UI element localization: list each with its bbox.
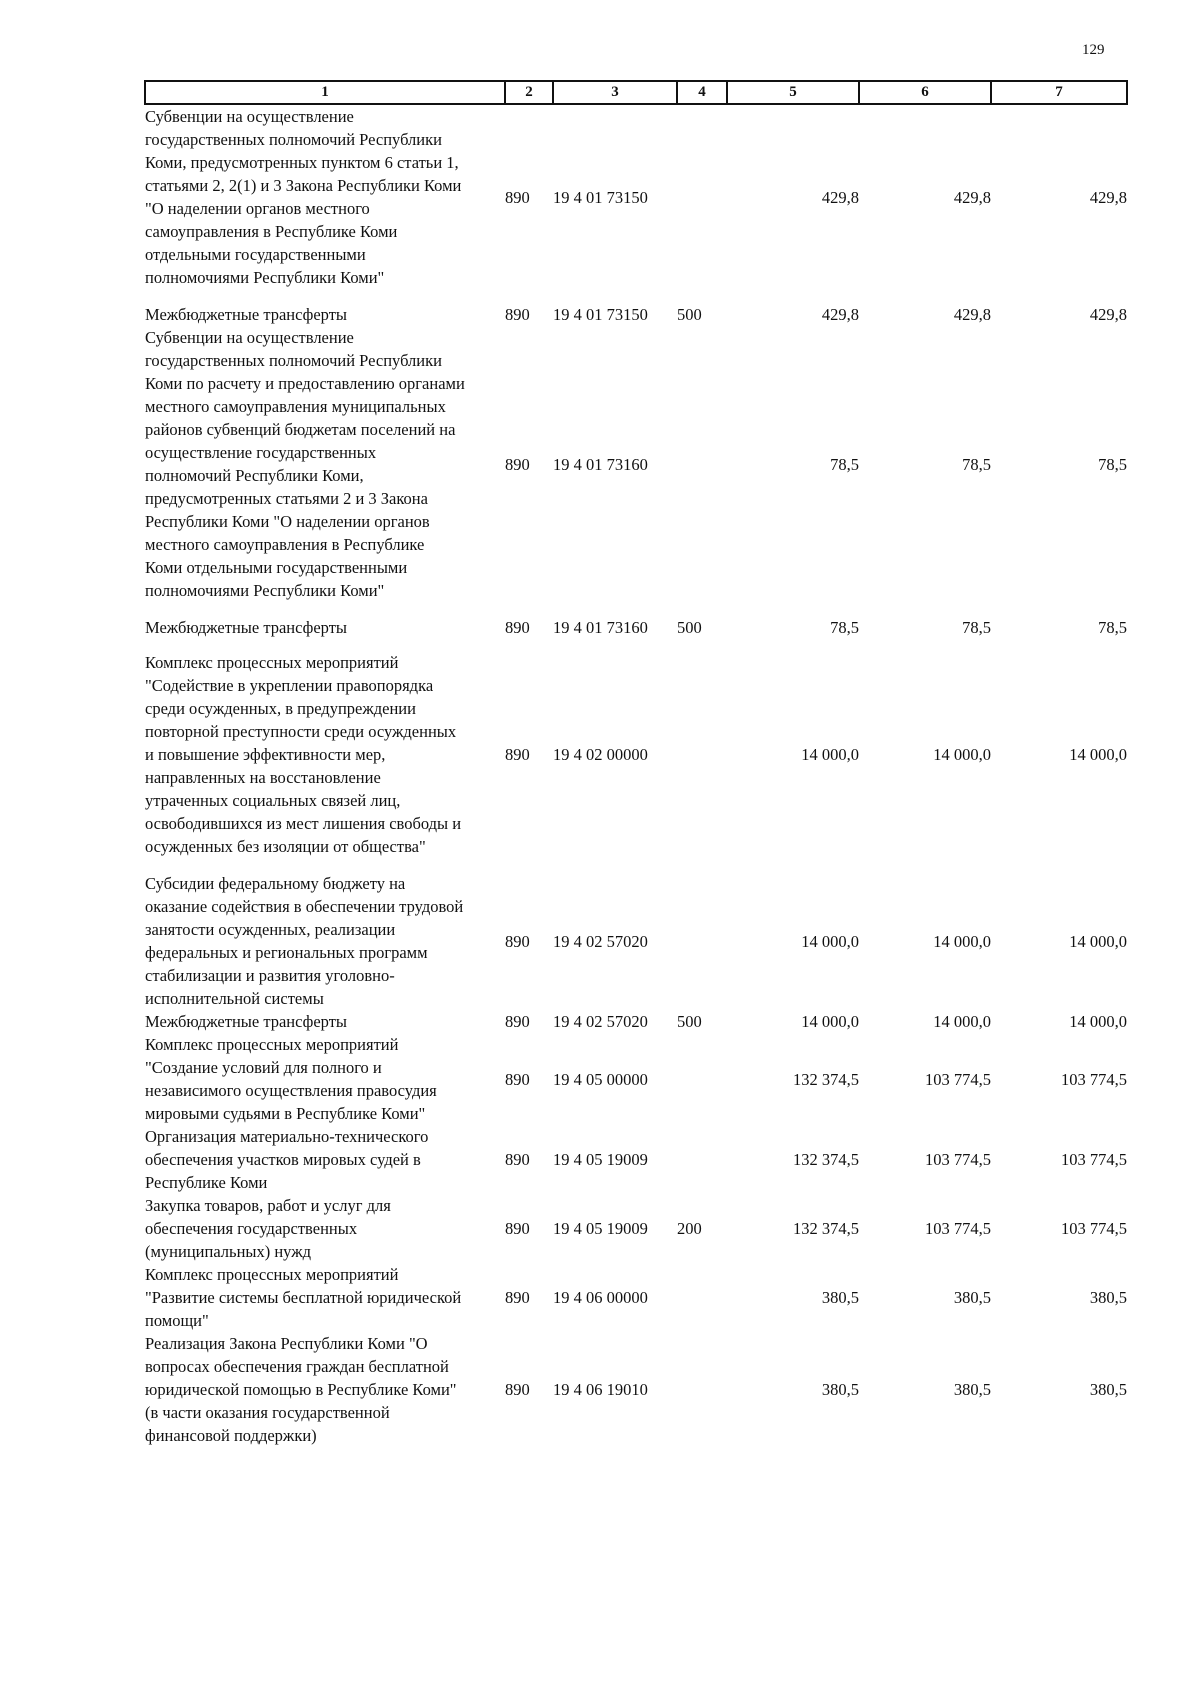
row-csr: 19 4 02 57020 xyxy=(553,931,648,951)
row-name: Межбюджетные трансферты xyxy=(145,618,348,637)
col-header-1: 1 xyxy=(145,81,505,104)
table-row xyxy=(145,303,1127,326)
row-name: Реализация Закона Республики Коми "О вопросах обеспечения граждан бесплатной юридической помощью в Республике Коми" (в части оказания государственной финансовой поддержки) xyxy=(145,1334,457,1445)
row-value-year3: 78,5 xyxy=(1098,618,1127,637)
row-vr xyxy=(677,1125,727,1194)
budget-table xyxy=(144,80,1128,1447)
row-grbs: 890 xyxy=(505,1150,530,1169)
page-number: 129 xyxy=(1082,42,1105,58)
col-header-2: 2 xyxy=(505,81,553,104)
row-vr xyxy=(677,1263,727,1332)
table-row xyxy=(145,1263,1127,1332)
table-row xyxy=(145,326,1127,616)
row-vr: 500 xyxy=(677,305,702,324)
row-grbs: 890 xyxy=(505,618,530,637)
row-value-year3: 429,8 xyxy=(1089,187,1127,207)
row-vr xyxy=(677,651,727,872)
row-value-year2: 78,5 xyxy=(962,454,991,474)
row-csr: 19 4 01 73160 xyxy=(553,618,648,637)
row-value-year3: 78,5 xyxy=(1098,454,1127,474)
column-number-header xyxy=(145,81,1127,104)
row-value-year2: 429,8 xyxy=(953,187,991,207)
col-header-3: 3 xyxy=(553,81,677,104)
row-grbs: 890 xyxy=(505,1288,530,1307)
row-value-year2: 103 774,5 xyxy=(925,1069,991,1089)
table-row xyxy=(145,104,1127,303)
row-value-year2: 14 000,0 xyxy=(933,1012,991,1031)
row-csr: 19 4 05 00000 xyxy=(553,1069,648,1089)
row-name: Закупка товаров, работ и услуг для обеспечения государственных (муниципальных) нужд xyxy=(145,1196,391,1261)
row-name: Субсидии федеральному бюджету на оказание содействия в обеспечении трудовой занятости осужденных, реализации федеральных и региональных программ стабилизации и развития уголовно- исполнительной системы xyxy=(145,874,464,1008)
row-vr xyxy=(677,104,727,303)
row-csr: 19 4 06 19010 xyxy=(553,1380,648,1399)
row-value-year3: 14 000,0 xyxy=(1069,745,1127,764)
row-name: Комплекс процессных мероприятий "Содействие в укреплении правопорядка среди осужденных, в предупреждении повторной преступности среди осужденных и повышение эффективности мер, направленных на восстановление утраченных социальных связей лиц, освободившихся из мест лишения свободы и осужденных без изоляции от общества" xyxy=(145,653,462,856)
row-grbs: 890 xyxy=(505,1380,530,1399)
row-name: Комплекс процессных мероприятий "Создание условий для полного и независимого осуществления правосудия мировыми судьями в Республике Коми" xyxy=(145,1035,437,1123)
row-csr: 19 4 02 00000 xyxy=(553,745,648,764)
row-grbs: 890 xyxy=(505,1219,530,1238)
row-value-year3: 429,8 xyxy=(1089,305,1127,324)
row-vr: 200 xyxy=(677,1219,702,1238)
row-vr xyxy=(677,872,727,1010)
row-value-year2: 380,5 xyxy=(953,1380,991,1399)
row-value-year3: 14 000,0 xyxy=(1069,931,1127,951)
row-value-year3: 103 774,5 xyxy=(1061,1219,1127,1238)
row-csr: 19 4 01 73150 xyxy=(553,305,648,324)
row-grbs: 890 xyxy=(505,1012,530,1031)
row-csr: 19 4 06 00000 xyxy=(553,1288,648,1307)
table-row xyxy=(145,1194,1127,1263)
col-header-7: 7 xyxy=(991,81,1127,104)
row-vr xyxy=(677,326,727,616)
row-value-year1: 132 374,5 xyxy=(793,1069,859,1089)
row-value-year2: 103 774,5 xyxy=(925,1219,991,1238)
row-value-year2: 78,5 xyxy=(962,618,991,637)
row-value-year2: 380,5 xyxy=(953,1288,991,1307)
table-row xyxy=(145,1332,1127,1447)
row-value-year3: 103 774,5 xyxy=(1061,1069,1127,1089)
table-row xyxy=(145,1125,1127,1194)
col-header-5: 5 xyxy=(727,81,859,104)
row-grbs: 890 xyxy=(505,305,530,324)
row-value-year3: 14 000,0 xyxy=(1069,1012,1127,1031)
row-csr: 19 4 01 73150 xyxy=(553,187,648,207)
row-value-year2: 14 000,0 xyxy=(933,931,991,951)
row-vr xyxy=(677,1332,727,1447)
row-vr: 500 xyxy=(677,618,702,637)
row-grbs: 890 xyxy=(505,931,530,951)
row-vr: 500 xyxy=(677,1012,702,1031)
row-name: Межбюджетные трансферты xyxy=(145,305,348,324)
row-vr xyxy=(677,1033,727,1125)
row-value-year1: 429,8 xyxy=(821,305,859,324)
row-grbs: 890 xyxy=(505,454,530,474)
row-name: Организация материально-технического обеспечения участков мировых судей в Республике Коми xyxy=(145,1127,429,1192)
table-row xyxy=(145,872,1127,1010)
row-name: Межбюджетные трансферты xyxy=(145,1012,348,1031)
row-name: Субвенции на осуществление государственных полномочий Республики Коми по расчету и предоставлению органами местного самоуправления муниципальных районов субвенций бюджетам поселений на осуществление государственных полномочий Республики Коми, предусмотренных статьями 2 и 3 Закона Республики Коми "О наделении органов местного самоуправления в Республике Коми отдельными государственными полномочиями Республики Коми" xyxy=(145,328,465,600)
row-value-year2: 103 774,5 xyxy=(925,1150,991,1169)
row-value-year3: 380,5 xyxy=(1089,1288,1127,1307)
table-row xyxy=(145,1010,1127,1033)
row-value-year3: 380,5 xyxy=(1089,1380,1127,1399)
table-row xyxy=(145,616,1127,651)
row-value-year1: 78,5 xyxy=(830,618,859,637)
row-value-year1: 14 000,0 xyxy=(801,931,859,951)
row-value-year1: 78,5 xyxy=(830,454,859,474)
row-grbs: 890 xyxy=(505,1069,530,1089)
row-value-year1: 429,8 xyxy=(821,187,859,207)
row-csr: 19 4 01 73160 xyxy=(553,454,648,474)
row-csr: 19 4 02 57020 xyxy=(553,1012,648,1031)
row-csr: 19 4 05 19009 xyxy=(553,1219,648,1238)
table-row xyxy=(145,1033,1127,1125)
row-value-year3: 103 774,5 xyxy=(1061,1150,1127,1169)
row-value-year1: 380,5 xyxy=(821,1288,859,1307)
col-header-4: 4 xyxy=(677,81,727,104)
row-value-year1: 132 374,5 xyxy=(793,1219,859,1238)
row-value-year1: 14 000,0 xyxy=(801,1012,859,1031)
row-value-year2: 14 000,0 xyxy=(933,745,991,764)
row-value-year1: 380,5 xyxy=(821,1380,859,1399)
row-grbs: 890 xyxy=(505,187,530,207)
col-header-6: 6 xyxy=(859,81,991,104)
row-grbs: 890 xyxy=(505,745,530,764)
row-csr: 19 4 05 19009 xyxy=(553,1150,648,1169)
table-row xyxy=(145,651,1127,872)
row-value-year1: 132 374,5 xyxy=(793,1150,859,1169)
row-value-year2: 429,8 xyxy=(953,305,991,324)
row-name: Субвенции на осуществление государственных полномочий Республики Коми, предусмотренных пунктом 6 статьи 1, статьями 2, 2(1) и 3 Закона Республики Коми "О наделении органов местного самоуправления в Республике Коми отдельными государственными полномочиями Республики Коми" xyxy=(145,107,462,287)
row-name: Комплекс процессных мероприятий "Развитие системы бесплатной юридической помощи" xyxy=(145,1265,462,1330)
row-value-year1: 14 000,0 xyxy=(801,745,859,764)
